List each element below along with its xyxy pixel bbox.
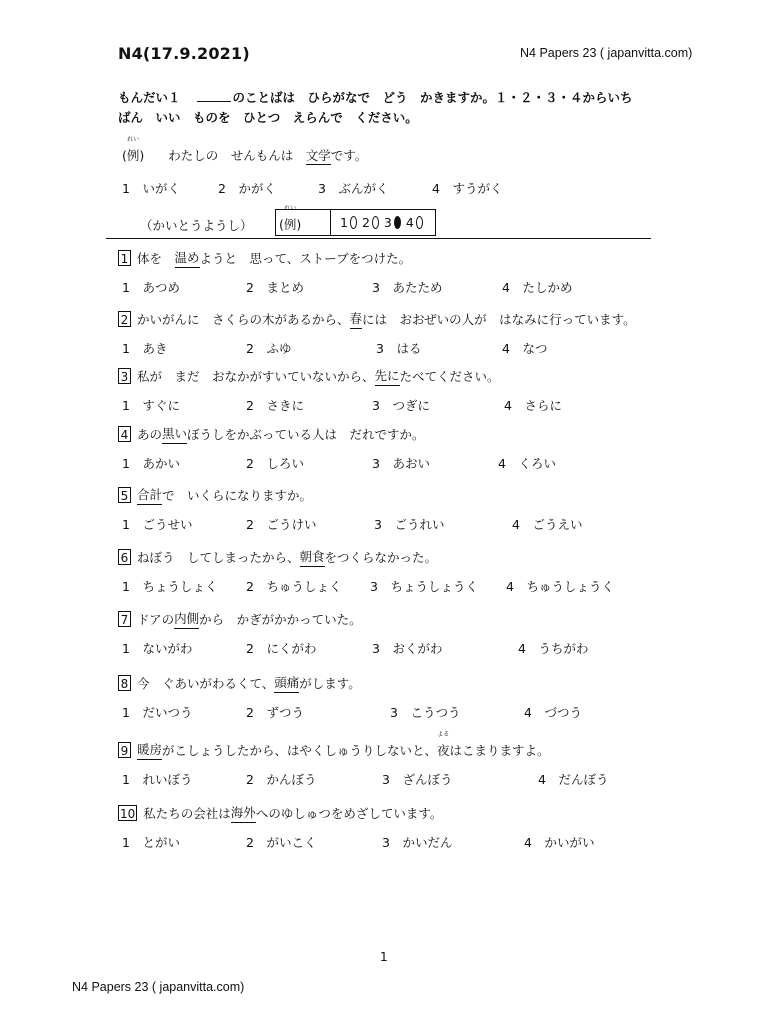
underlined-word: 温め	[175, 248, 200, 268]
underlined-word: 内側	[174, 609, 199, 629]
answer-option[interactable]: 2 かんぼう	[246, 772, 317, 787]
question-text: をつくらなかった。	[324, 550, 438, 565]
page-title: N4(17.9.2021)	[118, 44, 250, 63]
ruby-reading: よる	[437, 731, 450, 738]
bubble-number: 1	[340, 215, 348, 230]
answer-option[interactable]: 2 ふゆ	[246, 341, 292, 356]
instructions	[118, 88, 678, 128]
answer-option[interactable]: 3 おくがわ	[372, 641, 443, 656]
question-text: で いくらになりますか。	[162, 488, 313, 503]
answer-option[interactable]: 3 かいだん	[382, 835, 453, 850]
answer-option[interactable]: 3 あおい	[372, 456, 430, 471]
underlined-word: 暖房	[137, 740, 162, 760]
answer-option[interactable]: 1 すぐに	[122, 398, 180, 413]
answer-sheet-divider	[330, 209, 331, 236]
answer-option[interactable]: 4 だんぼう	[538, 772, 609, 787]
answer-option[interactable]: 2 かがく	[218, 181, 276, 196]
question-text: 体を	[137, 251, 175, 266]
answer-option[interactable]: 1 ごうせい	[122, 517, 193, 532]
question-8	[118, 673, 361, 693]
question-number: 6	[118, 549, 131, 565]
question-text: かいがんに さくらの木があるから、	[137, 312, 350, 327]
answer-option[interactable]: 2 しろい	[246, 456, 304, 471]
answer-option[interactable]: 3 あたため	[372, 280, 443, 295]
question-text: 私が まだ おなかがすいていないから、	[137, 369, 375, 384]
answer-option[interactable]: 4 かいがい	[524, 835, 595, 850]
question-text: がします。	[299, 676, 361, 691]
answer-option[interactable]: 4 づつう	[524, 705, 582, 720]
answer-option[interactable]: 1 あき	[122, 341, 168, 356]
question-text: から かぎがかかっていた。	[199, 612, 362, 627]
example-label: れい (例)	[122, 136, 145, 163]
empty-bubble[interactable]	[372, 216, 379, 229]
answer-option[interactable]: 2 ちゅうしょく	[246, 579, 342, 594]
answer-option[interactable]: 2 ずつう	[246, 705, 304, 720]
answer-sheet-example-ruby: れい	[284, 205, 297, 212]
underlined-word: 頭痛	[274, 673, 299, 693]
question-number: 4	[118, 426, 131, 442]
bubble-number: 3	[383, 215, 392, 230]
underlined-word: 海外	[231, 803, 256, 823]
question-text: には おおぜいの人が はなみに行っています。	[362, 312, 636, 327]
question-text: 今 ぐあいがわるくて、	[137, 676, 275, 691]
answer-option[interactable]: 3 はる	[376, 341, 422, 356]
answer-option[interactable]: 1 あつめ	[122, 280, 180, 295]
question-1	[118, 248, 411, 268]
answer-option[interactable]: 3 つぎに	[372, 398, 430, 413]
blank-underline	[197, 89, 231, 102]
ruby-word	[437, 731, 450, 759]
answer-option[interactable]: 4 うちがわ	[518, 641, 589, 656]
question-3	[118, 366, 500, 386]
bubble-number: 2	[361, 215, 370, 230]
underlined-word: 黒い	[162, 424, 187, 444]
underlined-word: 朝食	[300, 547, 325, 567]
question-number: 7	[118, 611, 131, 627]
answer-option[interactable]: 2 がいこく	[246, 835, 317, 850]
answer-option[interactable]: 1 だいつう	[122, 705, 193, 720]
empty-bubble[interactable]	[350, 216, 357, 229]
instructions-text-1: のことばは ひらがなで どう かきますか。１・２・３・４からいち	[232, 90, 633, 105]
answer-option[interactable]: 3 ざんぼう	[382, 772, 453, 787]
question-text: がこしょうしたから、はやくしゅうりしないと、	[162, 743, 438, 758]
answer-option[interactable]: 4 くろい	[498, 456, 556, 471]
bubble-number: 4	[405, 215, 414, 230]
question-text: ぼうしをかぶっている人は だれですか。	[187, 427, 425, 442]
question-5	[118, 485, 312, 505]
question-text: たべてください。	[399, 369, 500, 384]
filled-bubble[interactable]	[394, 216, 401, 229]
instructions-line-2: ばん いい ものを ひとつ えらんで ください。	[118, 110, 418, 125]
question-7	[118, 609, 362, 629]
question-4	[118, 424, 425, 444]
question-text: あの	[137, 427, 163, 442]
underlined-word: 春	[350, 309, 363, 329]
answer-option[interactable]: 4 さらに	[504, 398, 562, 413]
answer-option[interactable]: 1 あかい	[122, 456, 180, 471]
footer: N4 Papers 23 ( japanvitta.com)	[72, 980, 245, 994]
answer-option[interactable]: 1 ちょうしょく	[122, 579, 218, 594]
ruby-base: 夜	[437, 743, 450, 758]
answer-option[interactable]: 2 ごうけい	[246, 517, 317, 532]
answer-option[interactable]: 2 さきに	[246, 398, 304, 413]
answer-option[interactable]: 3 ぶんがく	[318, 181, 389, 196]
answer-bubbles	[340, 215, 426, 230]
instructions-line-1	[118, 88, 678, 108]
answer-sheet-example-label: れい (例)	[279, 205, 302, 232]
answer-sheet-label: （かいとうようし）	[140, 218, 253, 233]
answer-option[interactable]: 4 すうがく	[432, 181, 503, 196]
question-number: 8	[118, 675, 131, 691]
example-text-after: です。	[330, 148, 368, 163]
question-6	[118, 547, 437, 567]
page-number: 1	[380, 950, 388, 964]
answer-option[interactable]: 4 たしかめ	[502, 280, 573, 295]
answer-option[interactable]: 4 ごうえい	[512, 517, 583, 532]
answer-option[interactable]: 1 いがく	[122, 181, 180, 196]
question-number: 5	[118, 487, 131, 503]
empty-bubble[interactable]	[416, 216, 423, 229]
answer-option[interactable]: 2 まとめ	[246, 280, 304, 295]
answer-option[interactable]: 1 ないがわ	[122, 641, 193, 656]
mondai-label: もんだい１	[118, 90, 181, 105]
question-text: ようと 思って、ストーブをつけた。	[199, 251, 412, 266]
answer-option[interactable]: 3 ごうれい	[374, 517, 445, 532]
answer-option[interactable]: 3 ちょうしょうく	[370, 579, 478, 594]
underlined-word: 先に	[375, 366, 400, 386]
question-text: ねぼう してしまったから、	[137, 550, 300, 565]
example-text-before: わたしの せんもんは	[168, 148, 306, 163]
answer-option[interactable]: 1 れいぼう	[122, 772, 193, 787]
answer-option[interactable]: 2 にくがわ	[246, 641, 317, 656]
question-text: へのゆしゅつをめざしています。	[255, 806, 443, 821]
source-label: N4 Papers 23 ( japanvitta.com)	[520, 46, 693, 60]
question-number: 10	[120, 807, 136, 821]
answer-option[interactable]: 4 なつ	[502, 341, 548, 356]
question-9	[118, 731, 550, 760]
question-text: ドアの	[137, 612, 175, 627]
question-10	[118, 803, 442, 823]
answer-option[interactable]: 4 ちゅうしょうく	[506, 579, 614, 594]
question-text: 私たちの会社は	[143, 806, 231, 821]
answer-option[interactable]: 1 とがい	[122, 835, 180, 850]
question-number: 2	[118, 311, 131, 327]
example-underlined-word: 文学	[305, 148, 331, 163]
question-number: 3	[118, 368, 131, 384]
example-question	[122, 136, 368, 164]
question-2	[118, 309, 636, 329]
answer-option[interactable]: 3 こうつう	[390, 705, 461, 720]
underlined-word: 合計	[137, 485, 162, 505]
question-number: 9	[118, 742, 131, 758]
question-text: はこまりますよ。	[449, 743, 550, 758]
example-label-ruby: れい	[127, 136, 140, 143]
question-number: 1	[118, 250, 131, 266]
divider	[106, 238, 651, 239]
